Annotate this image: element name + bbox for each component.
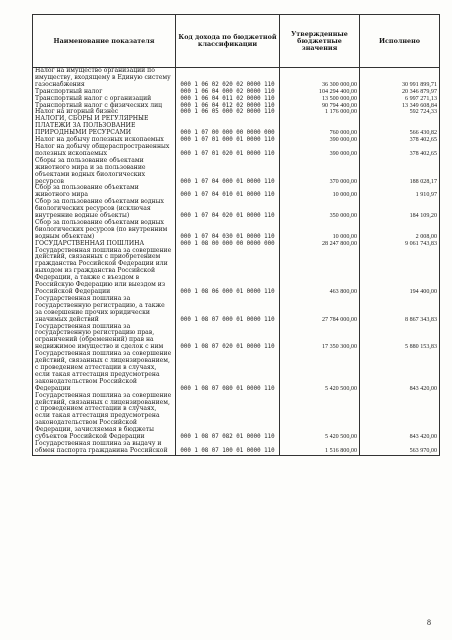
- row-code: 000 1 06 04 012 02 0000 110: [176, 103, 280, 110]
- row-code: 000 1 07 04 000 01 0000 110: [176, 158, 280, 186]
- row-name: Государственная пошлина за совершение действий, связанных с приобретением гражданства Российской Федерации или выходом из гражданства Российской Федерации, а также с въездом в Российскую Федерацию или выездом из Российской Федерации: [33, 248, 176, 296]
- row-name: Государственная пошлина за выдачу и обмен паспорта гражданина Российской: [33, 441, 176, 455]
- row-code: 000 1 08 07 080 01 0000 110: [176, 351, 280, 392]
- row-name: НАЛОГИ, СБОРЫ И РЕГУЛЯРНЫЕ ПЛАТЕЖИ ЗА ПОЛЬЗОВАНИЕ ПРИРОДНЫМИ РЕСУРСАМИ: [33, 116, 176, 137]
- row-code: 000 1 07 04 010 01 0000 110: [176, 185, 280, 199]
- table-header-row: [33, 15, 440, 68]
- row-executed: 194 400,00: [360, 248, 440, 296]
- row-code: 000 1 08 07 100 01 0000 110: [176, 441, 280, 455]
- table-row: [33, 351, 440, 392]
- table-row: [33, 248, 440, 296]
- table-row: [33, 185, 440, 199]
- row-code: 000 1 07 01 020 01 0000 110: [176, 144, 280, 158]
- row-code: 000 1 06 04 011 02 0000 110: [176, 96, 280, 103]
- row-name: Сборы за пользование объектами животного мира и за пользование объектами водных биологических ресурсов: [33, 158, 176, 186]
- table-row: [33, 199, 440, 220]
- header-executed: Исполнено: [360, 15, 440, 68]
- row-approved: 463 800,00: [280, 248, 360, 296]
- row-name: Налог на добычу полезных ископаемых: [33, 137, 176, 144]
- row-approved: 760 000,00: [280, 116, 360, 137]
- row-code: 000 1 08 06 000 01 0000 110: [176, 248, 280, 296]
- table-row: [33, 324, 440, 352]
- row-code: 000 1 07 00 000 00 0000 000: [176, 116, 280, 137]
- row-code: 000 1 08 00 000 00 0000 000: [176, 241, 280, 248]
- row-executed: 566 430,82: [360, 116, 440, 137]
- row-executed: 843 420,00: [360, 393, 440, 441]
- row-approved: 17 350 300,00: [280, 324, 360, 352]
- row-executed: 1 910,97: [360, 185, 440, 199]
- row-executed: 5 880 153,83: [360, 324, 440, 352]
- header-name: Наименование показателя: [33, 15, 176, 68]
- row-code: 000 1 06 05 000 02 0000 110: [176, 109, 280, 116]
- row-executed: 30 991 899,71: [360, 68, 440, 89]
- table-row: [33, 393, 440, 441]
- row-name: ГОСУДАРСТВЕННАЯ ПОШЛИНА: [33, 241, 176, 248]
- page-number: 8: [427, 618, 431, 627]
- row-approved: 5 420 500,00: [280, 351, 360, 392]
- row-executed: 2 008,00: [360, 220, 440, 241]
- row-executed: 184 109,20: [360, 199, 440, 220]
- row-code: 000 1 06 04 000 02 0000 110: [176, 89, 280, 96]
- table-row: [33, 116, 440, 137]
- row-approved: 28 247 800,00: [280, 241, 360, 248]
- row-name: Сбор за пользование объектами водных биологических ресурсов (по внутренним водным объектам): [33, 220, 176, 241]
- row-name: Сбор за пользование объектами водных биологических ресурсов (исключая внутренние водные объекты): [33, 199, 176, 220]
- row-code: 000 1 07 04 030 01 0000 110: [176, 220, 280, 241]
- header-approved: Утвержденные бюджетные значения: [280, 15, 360, 68]
- table-row: [33, 68, 440, 89]
- table-body: [33, 68, 440, 456]
- row-code: 000 1 07 01 000 01 0000 110: [176, 137, 280, 144]
- row-name: Налог на игорный бизнес: [33, 109, 176, 116]
- row-approved: 1 176 000,00: [280, 109, 360, 116]
- row-executed: 9 061 743,83: [360, 241, 440, 248]
- header-code: Код дохода по бюджетной классификации: [176, 15, 280, 68]
- row-executed: 6 997 271,13: [360, 96, 440, 103]
- row-name: Налог на добычу общераспространенных полезных ископаемых: [33, 144, 176, 158]
- row-approved: 390 000,00: [280, 137, 360, 144]
- table-row: [33, 296, 440, 324]
- row-code: 000 1 07 04 020 01 0000 110: [176, 199, 280, 220]
- row-name: Транспортный налог с физических лиц: [33, 103, 176, 110]
- budget-revenue-table: [32, 14, 440, 456]
- table-row: [33, 144, 440, 158]
- row-code: 000 1 08 07 000 01 0000 110: [176, 296, 280, 324]
- row-executed: 378 402,65: [360, 137, 440, 144]
- row-executed: 592 724,33: [360, 109, 440, 116]
- row-code: 000 1 06 02 020 02 0000 110: [176, 68, 280, 89]
- row-approved: 104 294 400,00: [280, 89, 360, 96]
- row-executed: 378 402,65: [360, 144, 440, 158]
- row-name: Государственная пошлина за государственную регистрацию прав, ограничений (обременений) прав на недвижимое имущество и сделок с ним: [33, 324, 176, 352]
- row-code: 000 1 08 07 082 01 0000 110: [176, 393, 280, 441]
- row-name: Государственная пошлина за совершение действий, связанных с лицензированием, с проведением аттестации в случаях, если такая аттестация предусмотрена законодательством Российской Федерации, зачисляемая в бюджеты субъектов Российской Федерации: [33, 393, 176, 441]
- row-executed: 563 970,00: [360, 441, 440, 455]
- row-name: Налог на имущество организаций по имуществу, входящему в Единую систему газоснабжения: [33, 68, 176, 89]
- row-approved: 350 000,00: [280, 199, 360, 220]
- row-approved: 10 000,00: [280, 220, 360, 241]
- row-executed: 188 028,17: [360, 158, 440, 186]
- row-approved: 370 000,00: [280, 158, 360, 186]
- row-name: Государственная пошлина за государственную регистрацию, а также за совершение прочих юридически значимых действий: [33, 296, 176, 324]
- row-name: Транспортный налог с организаций: [33, 96, 176, 103]
- table-row: [33, 220, 440, 241]
- row-code: 000 1 08 07 020 01 0000 110: [176, 324, 280, 352]
- row-executed: 20 346 879,97: [360, 89, 440, 96]
- row-name: Государственная пошлина за совершение действий, связанных с лицензированием, с проведением аттестации в случаях, если такая аттестация предусмотрена законодательством Российской Федерации: [33, 351, 176, 392]
- row-approved: 90 794 400,00: [280, 103, 360, 110]
- table-row: [33, 441, 440, 455]
- row-approved: 13 500 000,00: [280, 96, 360, 103]
- row-approved: 390 000,00: [280, 144, 360, 158]
- row-approved: 36 300 000,00: [280, 68, 360, 89]
- table-row: [33, 158, 440, 186]
- row-approved: 10 000,00: [280, 185, 360, 199]
- row-name: Транспортный налог: [33, 89, 176, 96]
- row-approved: 27 784 000,00: [280, 296, 360, 324]
- row-approved: 5 420 500,00: [280, 393, 360, 441]
- row-name: Сбор за пользование объектами животного мира: [33, 185, 176, 199]
- row-approved: 1 516 800,00: [280, 441, 360, 455]
- row-executed: 8 867 343,83: [360, 296, 440, 324]
- row-executed: 843 420,00: [360, 351, 440, 392]
- row-executed: 13 349 608,84: [360, 103, 440, 110]
